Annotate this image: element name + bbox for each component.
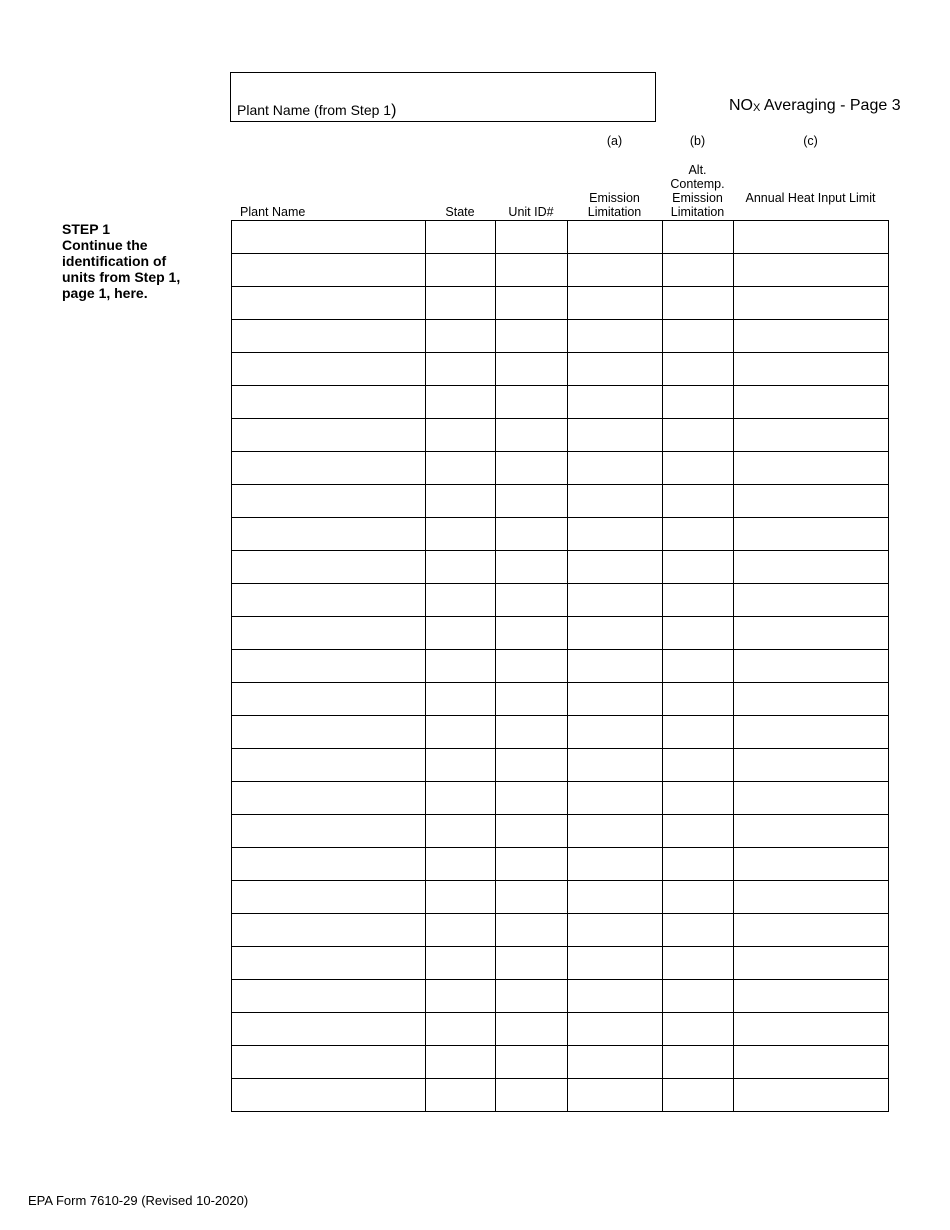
emission-limitation-cell[interactable] [568,485,663,518]
table-row [232,650,889,683]
plant-name-cell[interactable] [232,683,426,716]
table-row [232,287,889,320]
emission-limitation-cell[interactable] [568,419,663,452]
plant-name-cell[interactable] [232,452,426,485]
emission-limitation-cell[interactable] [568,320,663,353]
annual-heat-input-cell[interactable] [734,782,889,815]
step-title: STEP 1 [62,221,110,237]
state-cell[interactable] [426,551,496,584]
emission-limitation-cell[interactable] [568,221,663,254]
state-cell[interactable] [426,419,496,452]
emission-limitation-cell[interactable] [568,386,663,419]
annual-heat-input-cell[interactable] [734,584,889,617]
unit-id-cell[interactable] [496,650,568,683]
alt-contemp-limitation-cell[interactable] [663,716,734,749]
plant-name-cell[interactable] [232,419,426,452]
alt-contemp-limitation-cell[interactable] [663,287,734,320]
plant-name-cell[interactable] [232,947,426,980]
plant-name-cell[interactable] [232,1013,426,1046]
plant-name-cell[interactable] [232,221,426,254]
emission-limitation-cell[interactable] [568,980,663,1013]
plant-name-cell[interactable] [232,1079,426,1112]
emission-limitation-cell[interactable] [568,353,663,386]
emission-limitation-cell[interactable] [568,782,663,815]
annual-heat-input-cell[interactable] [734,980,889,1013]
unit-id-cell[interactable] [496,617,568,650]
unit-id-cell[interactable] [496,1079,568,1112]
annual-heat-input-cell[interactable] [734,419,889,452]
state-cell[interactable] [426,1013,496,1046]
unit-id-cell[interactable] [496,749,568,782]
state-cell[interactable] [426,881,496,914]
step-instructions [62,221,212,301]
state-cell[interactable] [426,320,496,353]
state-cell[interactable] [426,485,496,518]
state-cell[interactable] [426,782,496,815]
plant-name-cell[interactable] [232,518,426,551]
emission-limitation-cell[interactable] [568,584,663,617]
unit-id-cell[interactable] [496,848,568,881]
alt-contemp-limitation-cell[interactable] [663,650,734,683]
emission-limitation-cell[interactable] [568,287,663,320]
unit-id-cell[interactable] [496,716,568,749]
table-row [232,485,889,518]
alt-contemp-limitation-cell[interactable] [663,254,734,287]
table-row [232,1013,889,1046]
annual-heat-input-cell[interactable] [734,320,889,353]
state-cell[interactable] [426,518,496,551]
unit-id-cell[interactable] [496,881,568,914]
column-header-emission-limitation: Emission Limitation [587,191,642,219]
annual-heat-input-cell[interactable] [734,452,889,485]
emission-limitation-cell[interactable] [568,815,663,848]
emission-limitation-cell[interactable] [568,881,663,914]
alt-contemp-limitation-cell[interactable] [663,683,734,716]
annual-heat-input-cell[interactable] [734,1046,889,1079]
unit-id-cell[interactable] [496,584,568,617]
column-header-annual-heat-input-limit: Annual Heat Input Limit [745,191,876,205]
table-row [232,386,889,419]
unit-id-cell[interactable] [496,815,568,848]
unit-id-cell[interactable] [496,1046,568,1079]
column-header-unit-id: Unit ID# [508,205,554,219]
annual-heat-input-cell[interactable] [734,947,889,980]
unit-id-cell[interactable] [496,386,568,419]
alt-contemp-limitation-cell[interactable] [663,419,734,452]
table-row [232,320,889,353]
alt-contemp-limitation-cell[interactable] [663,1013,734,1046]
table-row [232,980,889,1013]
plant-name-cell[interactable] [232,716,426,749]
table-row [232,551,889,584]
unit-id-cell[interactable] [496,947,568,980]
table-row [232,452,889,485]
table-row [232,848,889,881]
annual-heat-input-cell[interactable] [734,518,889,551]
annual-heat-input-cell[interactable] [734,617,889,650]
emission-limitation-cell[interactable] [568,1013,663,1046]
state-cell[interactable] [426,815,496,848]
plant-name-cell[interactable] [232,353,426,386]
unit-id-cell[interactable] [496,1013,568,1046]
alt-contemp-limitation-cell[interactable] [663,914,734,947]
table-row [232,353,889,386]
table-row [232,584,889,617]
emission-limitation-cell[interactable] [568,254,663,287]
annual-heat-input-cell[interactable] [734,683,889,716]
emission-limitation-cell[interactable] [568,947,663,980]
emission-limitation-cell[interactable] [568,1079,663,1112]
state-cell[interactable] [426,386,496,419]
emission-limitation-cell[interactable] [568,551,663,584]
alt-contemp-limitation-cell[interactable] [663,815,734,848]
annual-heat-input-cell[interactable] [734,485,889,518]
table-row [232,815,889,848]
unit-id-cell[interactable] [496,551,568,584]
plant-name-cell[interactable] [232,287,426,320]
state-cell[interactable] [426,617,496,650]
table-row [232,1046,889,1079]
column-letter-c: (c) [803,134,818,148]
state-cell[interactable] [426,1079,496,1112]
plant-name-cell[interactable] [232,617,426,650]
annual-heat-input-cell[interactable] [734,551,889,584]
annual-heat-input-cell[interactable] [734,716,889,749]
alt-contemp-limitation-cell[interactable] [663,749,734,782]
plant-name-cell[interactable] [232,386,426,419]
state-cell[interactable] [426,980,496,1013]
unit-id-cell[interactable] [496,287,568,320]
emission-limitation-cell[interactable] [568,749,663,782]
table-row [232,782,889,815]
table-row [232,947,889,980]
plant-name-cell[interactable] [232,485,426,518]
table-row [232,881,889,914]
annual-heat-input-cell[interactable] [734,650,889,683]
state-cell[interactable] [426,683,496,716]
column-letter-b: (b) [689,134,706,148]
alt-contemp-limitation-cell[interactable] [663,221,734,254]
column-header-state: State [445,205,475,219]
unit-id-cell[interactable] [496,683,568,716]
step-line: Continue the [62,237,148,253]
annual-heat-input-cell[interactable] [734,1079,889,1112]
plant-name-cell[interactable] [232,584,426,617]
annual-heat-input-cell[interactable] [734,386,889,419]
step-line: identification of [62,253,167,269]
form-footer: EPA Form 7610-29 (Revised 10-2020) [28,1193,249,1208]
annual-heat-input-cell[interactable] [734,848,889,881]
alt-contemp-limitation-cell[interactable] [663,452,734,485]
unit-id-cell[interactable] [496,485,568,518]
emission-limitation-cell[interactable] [568,1046,663,1079]
unit-id-cell[interactable] [496,518,568,551]
column-header-alt-contemp-emission-limitation: Alt. Contemp. Emission Limitation [670,163,725,219]
emission-limitation-cell[interactable] [568,452,663,485]
alt-contemp-limitation-cell[interactable] [663,320,734,353]
state-cell[interactable] [426,452,496,485]
alt-contemp-limitation-cell[interactable] [663,353,734,386]
unit-id-cell[interactable] [496,782,568,815]
state-cell[interactable] [426,353,496,386]
alt-contemp-limitation-cell[interactable] [663,584,734,617]
emission-limitation-cell[interactable] [568,716,663,749]
alt-contemp-limitation-cell[interactable] [663,551,734,584]
annual-heat-input-cell[interactable] [734,749,889,782]
annual-heat-input-cell[interactable] [734,1013,889,1046]
column-letter-a: (a) [606,134,623,148]
step-line: page 1, here. [62,285,148,301]
alt-contemp-limitation-cell[interactable] [663,947,734,980]
table-row [232,914,889,947]
annual-heat-input-cell[interactable] [734,353,889,386]
alt-contemp-limitation-cell[interactable] [663,485,734,518]
alt-contemp-limitation-cell[interactable] [663,1079,734,1112]
emission-limitation-cell[interactable] [568,617,663,650]
plant-name-cell[interactable] [232,980,426,1013]
plant-name-cell[interactable] [232,650,426,683]
unit-id-cell[interactable] [496,980,568,1013]
unit-entry-table [231,220,889,1112]
state-cell[interactable] [426,1046,496,1079]
annual-heat-input-cell[interactable] [734,914,889,947]
emission-limitation-cell[interactable] [568,914,663,947]
table-row [232,749,889,782]
plant-name-cell[interactable] [232,551,426,584]
unit-id-cell[interactable] [496,320,568,353]
unit-id-cell[interactable] [496,353,568,386]
table-row [232,419,889,452]
table-row [232,1079,889,1112]
plant-name-cell[interactable] [232,848,426,881]
emission-limitation-cell[interactable] [568,848,663,881]
state-cell[interactable] [426,716,496,749]
plant-name-cell[interactable] [232,254,426,287]
table-row [232,716,889,749]
emission-limitation-cell[interactable] [568,518,663,551]
emission-limitation-cell[interactable] [568,650,663,683]
page-title: NOX Averaging - Page 3 [729,97,901,114]
plant-name-cell[interactable] [232,782,426,815]
table-row [232,221,889,254]
state-cell[interactable] [426,947,496,980]
unit-id-cell[interactable] [496,221,568,254]
alt-contemp-limitation-cell[interactable] [663,848,734,881]
state-cell[interactable] [426,584,496,617]
table-row [232,518,889,551]
annual-heat-input-cell[interactable] [734,881,889,914]
state-cell[interactable] [426,287,496,320]
plant-name-cell[interactable] [232,320,426,353]
plant-name-cell[interactable] [232,914,426,947]
emission-limitation-cell[interactable] [568,683,663,716]
state-cell[interactable] [426,914,496,947]
state-cell[interactable] [426,221,496,254]
annual-heat-input-cell[interactable] [734,815,889,848]
step-line: units from Step 1, [62,269,181,285]
alt-contemp-limitation-cell[interactable] [663,617,734,650]
state-cell[interactable] [426,848,496,881]
unit-id-cell[interactable] [496,419,568,452]
table-row [232,683,889,716]
plant-name-cell[interactable] [232,749,426,782]
unit-id-cell[interactable] [496,452,568,485]
alt-contemp-limitation-cell[interactable] [663,782,734,815]
plant-name-cell[interactable] [232,815,426,848]
alt-contemp-limitation-cell[interactable] [663,980,734,1013]
plant-name-cell[interactable] [232,881,426,914]
annual-heat-input-cell[interactable] [734,221,889,254]
annual-heat-input-cell[interactable] [734,287,889,320]
unit-id-cell[interactable] [496,914,568,947]
annual-heat-input-cell[interactable] [734,254,889,287]
plant-name-field[interactable] [230,72,656,122]
state-cell[interactable] [426,749,496,782]
alt-contemp-limitation-cell[interactable] [663,386,734,419]
state-cell[interactable] [426,650,496,683]
alt-contemp-limitation-cell[interactable] [663,881,734,914]
alt-contemp-limitation-cell[interactable] [663,518,734,551]
alt-contemp-limitation-cell[interactable] [663,1046,734,1079]
column-header-plant-name: Plant Name [240,205,306,219]
plant-name-field-label: Plant Name (from Step 1) [237,102,397,119]
state-cell[interactable] [426,254,496,287]
plant-name-cell[interactable] [232,1046,426,1079]
table-row [232,254,889,287]
table-row [232,617,889,650]
unit-id-cell[interactable] [496,254,568,287]
